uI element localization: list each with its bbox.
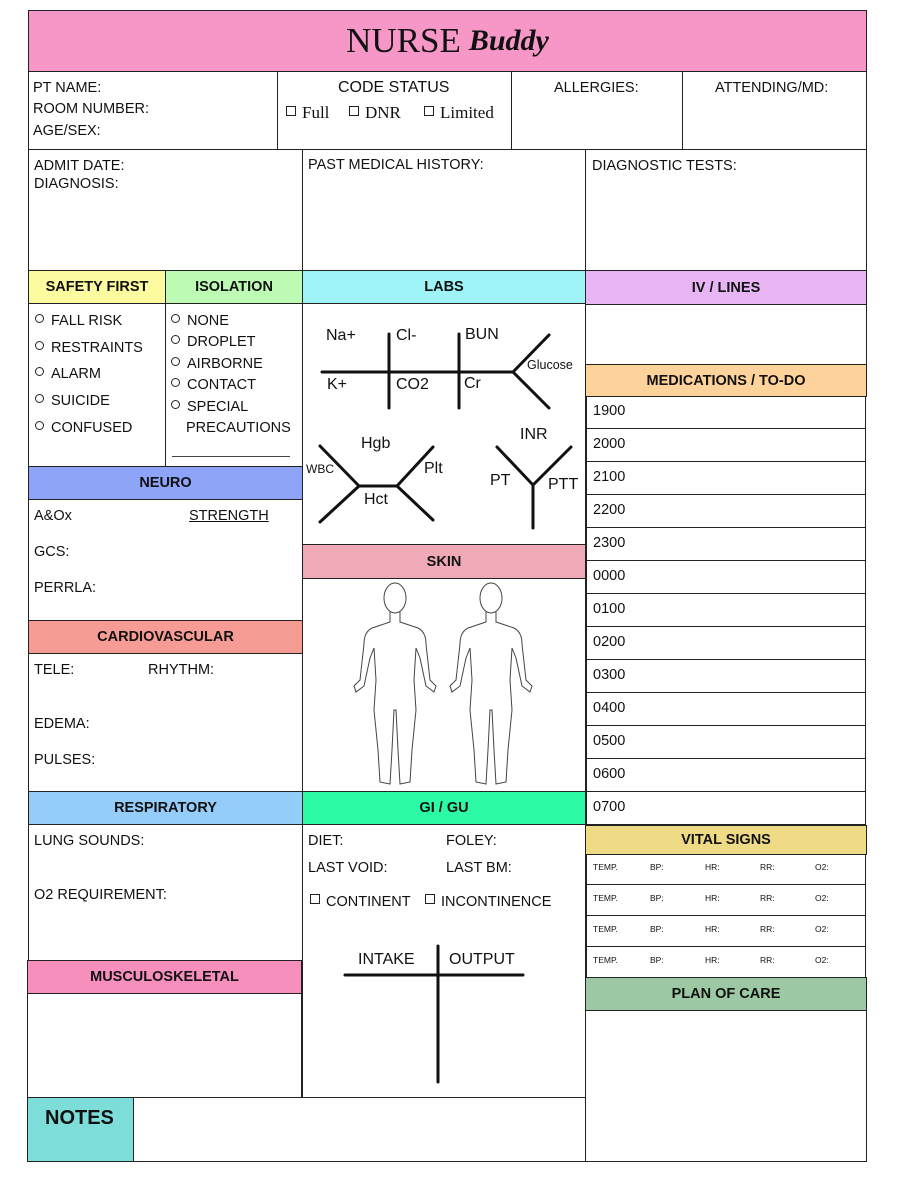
safety-header: SAFETY FIRST (28, 270, 166, 304)
cardio-pulses: PULSES: (34, 752, 96, 768)
lab-bun: BUN (465, 326, 499, 343)
neuro-gcs: GCS: (34, 544, 70, 560)
code-full-label: Full (302, 103, 330, 122)
lab-cl: Cl- (396, 327, 417, 344)
vitals-bp: BP: (650, 893, 664, 903)
vitals-hr: HR: (705, 862, 720, 872)
vitals-temp: TEMP. (593, 862, 618, 872)
cardio-edema: EDEMA: (34, 716, 90, 732)
gi-intake-label: INTAKE (358, 951, 415, 968)
vitals-bp: BP: (650, 955, 664, 965)
neuro-strength: STRENGTH (189, 508, 269, 524)
lab-wbc: WBC (306, 462, 334, 476)
isolation-header: ISOLATION (165, 270, 303, 304)
gi-header: GI / GU (302, 791, 586, 825)
code-limited-label: Limited (440, 103, 494, 122)
vitals-o2: O2: (815, 924, 829, 934)
isolation-precautions-label: PRECAUTIONS (186, 420, 291, 436)
med-row[interactable]: 0700 (586, 792, 866, 825)
lab-cr: Cr (464, 375, 481, 392)
notes-title: NOTES (45, 1107, 114, 1129)
title-main: NURSE (346, 21, 461, 60)
vitals-hr: HR: (705, 955, 720, 965)
labs-header: LABS (302, 270, 586, 304)
resp-header: RESPIRATORY (28, 791, 303, 825)
vitals-row[interactable] (586, 947, 866, 978)
vitals-hr: HR: (705, 893, 720, 903)
code-dnr-label: DNR (365, 103, 401, 122)
pt-name-label: PT NAME: (33, 80, 102, 96)
safety-item-label: FALL RISK (51, 313, 123, 329)
vitals-bp: BP: (650, 862, 664, 872)
med-row[interactable]: 1900 (586, 396, 866, 429)
gi-last-void: LAST VOID: (308, 860, 388, 876)
med-row[interactable]: 0400 (586, 693, 866, 726)
lab-ptt: PTT (548, 476, 579, 493)
lab-hgb: Hgb (361, 435, 391, 452)
vitals-rr: RR: (760, 955, 775, 965)
msk-header: MUSCULOSKELETAL (27, 960, 302, 994)
plan-header: PLAN OF CARE (585, 977, 867, 1011)
med-row[interactable]: 2000 (586, 429, 866, 462)
diagnosis-label: DIAGNOSIS: (34, 176, 119, 192)
med-row[interactable]: 0000 (586, 561, 866, 594)
skin-header: SKIN (302, 544, 586, 579)
resp-lung-sounds: LUNG SOUNDS: (34, 833, 145, 849)
title-script: Buddy (468, 24, 549, 57)
vitals-rr: RR: (760, 893, 775, 903)
safety-item-label: SUICIDE (51, 393, 110, 409)
isolation-item-label: DROPLET (187, 334, 256, 350)
vitals-row[interactable] (586, 916, 866, 947)
safety-item-label: ALARM (51, 366, 101, 382)
gi-output-label: OUTPUT (449, 951, 515, 968)
lab-plt: Plt (424, 460, 443, 477)
lab-k: K+ (327, 376, 348, 393)
meds-header: MEDICATIONS / TO-DO (585, 364, 867, 397)
gi-foley: FOLEY: (446, 833, 497, 849)
allergies-label: ALLERGIES: (554, 80, 639, 96)
neuro-header: NEURO (28, 466, 303, 500)
vitals-temp: TEMP. (593, 893, 618, 903)
code-status-label: CODE STATUS (338, 79, 450, 96)
vitals-temp: TEMP. (593, 924, 618, 934)
isolation-item-label: AIRBORNE (187, 356, 263, 372)
neuro-perrla: PERRLA: (34, 580, 97, 596)
vitals-bp: BP: (650, 924, 664, 934)
lab-co2: CO2 (396, 376, 429, 393)
vitals-o2: O2: (815, 955, 829, 965)
age-sex-label: AGE/SEX: (33, 123, 101, 139)
vitals-row[interactable] (586, 854, 866, 885)
msk-box[interactable] (27, 993, 302, 1098)
vitals-row[interactable] (586, 885, 866, 916)
med-row[interactable]: 2100 (586, 462, 866, 495)
iv-header: IV / LINES (585, 270, 867, 305)
diag-tests-label: DIAGNOSTIC TESTS: (592, 158, 737, 174)
med-row[interactable]: 2200 (586, 495, 866, 528)
gi-last-bm: LAST BM: (446, 860, 512, 876)
vitals-hr: HR: (705, 924, 720, 934)
isolation-item-label: NONE (187, 313, 229, 329)
gi-diet: DIET: (308, 833, 344, 849)
med-row[interactable]: 2300 (586, 528, 866, 561)
lab-inr: INR (520, 426, 548, 443)
admit-date-label: ADMIT DATE: (34, 158, 125, 174)
notes-header (27, 1097, 134, 1162)
resp-o2: O2 REQUIREMENT: (34, 887, 167, 903)
isolation-item-label: SPECIAL (187, 399, 249, 415)
neuro-aox: A&Ox (34, 508, 72, 524)
vitals-temp: TEMP. (593, 955, 618, 965)
vitals-rr: RR: (760, 924, 775, 934)
vitals-rr: RR: (760, 862, 775, 872)
vitals-o2: O2: (815, 893, 829, 903)
gi-incontinence-label: INCONTINENCE (441, 894, 552, 910)
cardio-header: CARDIOVASCULAR (28, 620, 303, 654)
med-row[interactable]: 0100 (586, 594, 866, 627)
cardio-rhythm: RHYTHM: (148, 662, 215, 678)
med-row[interactable]: 0200 (586, 627, 866, 660)
plan-box[interactable] (585, 1010, 867, 1162)
gi-continent-label: CONTINENT (326, 894, 411, 910)
vitals-o2: O2: (815, 862, 829, 872)
pmh-label: PAST MEDICAL HISTORY: (308, 157, 484, 173)
lab-hct: Hct (364, 491, 388, 508)
safety-item-label: RESTRAINTS (51, 340, 143, 356)
lab-glucose: Glucose (527, 358, 573, 372)
med-row[interactable]: 0500 (586, 726, 866, 759)
safety-item-label: CONFUSED (51, 420, 133, 436)
lab-na: Na+ (326, 327, 356, 344)
lab-pt: PT (490, 472, 511, 489)
vitals-header: VITAL SIGNS (585, 825, 867, 855)
med-row[interactable]: 0600 (586, 759, 866, 792)
isolation-item-label: CONTACT (187, 377, 257, 393)
room-number-label: ROOM NUMBER: (33, 101, 149, 117)
med-row[interactable]: 0300 (586, 660, 866, 693)
cardio-tele: TELE: (34, 662, 75, 678)
notes-box[interactable] (133, 1097, 586, 1162)
attending-label: ATTENDING/MD: (715, 80, 829, 96)
